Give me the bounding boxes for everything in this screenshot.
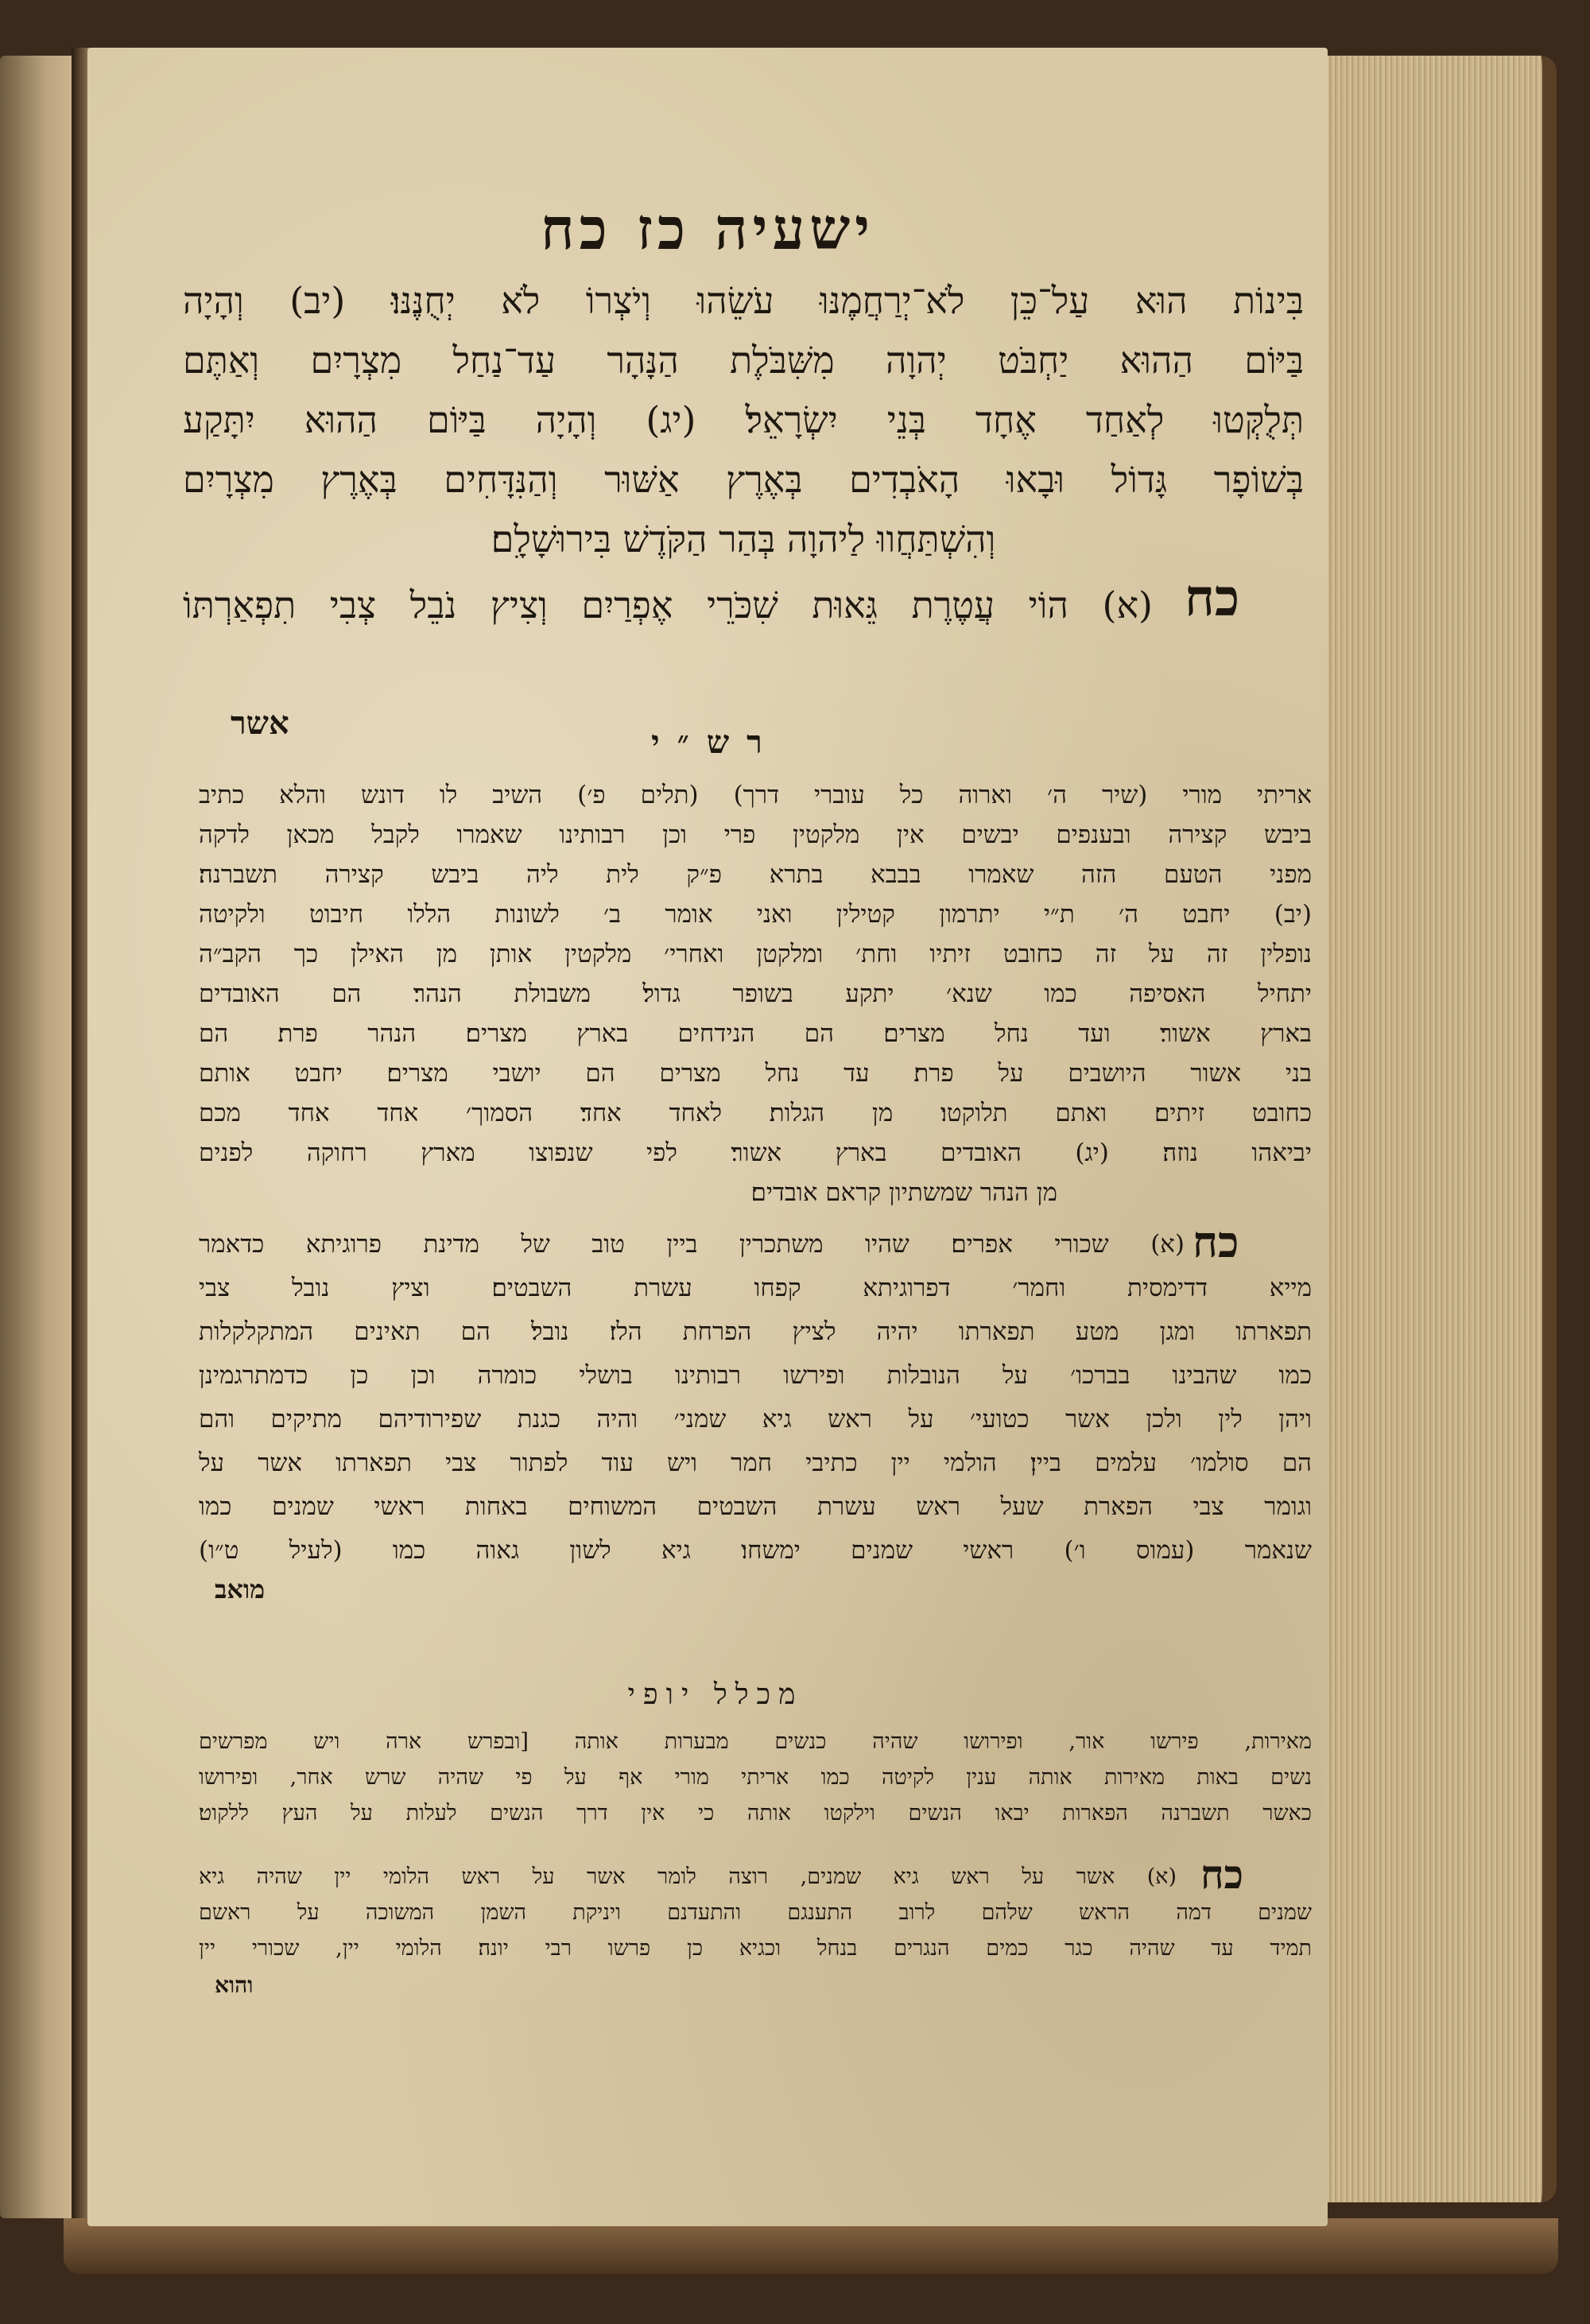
rashi-line: כמו שהבינו בברכו׳ על הנובלות ופירשו רבותינו בושלי כומרה וכן כן כדמתרגמינן — [199, 1361, 1312, 1390]
book-page — [87, 48, 1328, 2226]
rashi-line: (א) שכורי אפרים׃ שהיו משתכרין ביין טוב של מדינת פרוגיתא כדאמר — [199, 1230, 1185, 1259]
mikhlal-line: מאירות, פירשו אור, ופירושו שהיה כנשים מבערות אותה [ובפרש ארה ויש מפרשים — [199, 1729, 1312, 1754]
mikhlal-chapter-label: כח — [1200, 1851, 1244, 1898]
rashi-line: ביבש קצירה ובענפים יבשים אין מלקטין פרי וכן רבותינו שאמרו לקבל מכאן לדקה — [199, 821, 1312, 849]
rashi-line: יתחיל האסיפה כמו שנא׳ יתקע בשופר גדול׃ משבולת הנהר׃ הם האובדים — [199, 980, 1312, 1008]
rashi-heading: רש״י — [651, 724, 780, 761]
page-block-edges — [1304, 56, 1557, 2202]
mikhlal-line: תמיד עד שהיה כגר כמים הנגרים בנחל וכגיא כן פרשו רבי יונה׃ הלומי יין, שכורי יין — [199, 1936, 1312, 1961]
rashi-line: בארץ אשור׃ ועד נחל מצרים׃ הם הנידחים בארץ מצרים׃ הנהר פרת׃ הם — [199, 1019, 1312, 1048]
rashi-line: מפני הטעם הזה שאמרו בבבא בתרא פ״ק לית ליה ביבש קצירה תשברנה׃ — [199, 860, 1312, 889]
mikhlal-catchword: והוא — [215, 1972, 254, 1998]
rashi-line: נופלין זה על זה כחובט זיתיו וחת׳ ומלקטן ואחרי׳ מלקטין אותן מן האילן כך הקב״ה — [199, 940, 1312, 968]
rashi-line: (יב) יחבט ה׳ ת״י יתרמון קטילין ואני אומר ב׳ לשונות הללו חיבוט ולקיטה — [199, 900, 1312, 929]
bible-line: תְּלֻקְּטוּ לְאַחַד אֶחָד בְּנֵי יִשְׂרָאֵל׃ (יג) וְהָיָה בַּיּוֹם הַהוּא יִתָּקַע — [183, 398, 1304, 441]
running-header: ישעיה כז כח — [540, 195, 875, 262]
bible-line: בְּשׁוֹפָר גָּדוֹל וּבָאוּ הָאֹבְדִים בְּאֶרֶץ אַשּׁוּר וְהַנִּדָּחִים בְּאֶרֶץ מִצְרָיִם — [183, 458, 1304, 501]
book-cover-bottom — [64, 2218, 1558, 2274]
rashi-line: שנאמר (עמוס ו׳) ראשי שמנים ימשחו׃ גיא לשון גאוה כמו (לעיל ט״ו) — [199, 1536, 1312, 1565]
rashi-line: בני אשור היושבים על פרת׃ עד נחל מצרים הם יושבי מצרים׃ יחבט אותם — [199, 1059, 1312, 1088]
mikhlal-line: כאשר תשברנה הפארות יבאו הנשים וילקטו אותה כי אין דרך הנשים לעלות על העץ ללקוט׃ — [199, 1801, 1312, 1825]
mikhlal-heading: מכלל יופי — [627, 1678, 804, 1711]
mikhlal-line: (א) אשר על ראש גיא שמנים, רוצה לומר אשר על ראש הלומי יין שהיה גיא — [199, 1864, 1177, 1889]
rashi-chapter-label: כח — [1192, 1216, 1239, 1267]
bible-line: בַּיּוֹם הַהוּא יַחְבֹּט יְהוָה מִשִּׁבֹּלֶת הַנָּהָר עַד־נַחַל מִצְרָיִם וְאַתֶּם — [183, 339, 1304, 382]
mikhlal-line: נשים באות מאירות אותה ענין לקיטה כמו אריתי מורי אף על פי שהיה שרש אחר, ופירושו — [199, 1765, 1312, 1790]
bible-line: (א) הוֹי עֲטֶרֶת גֵּאוּת שִׁכֹּרֵי אֶפְרַיִם וְצִיץ נֹבֵל צְבִי תִפְאַרְתּוֹ — [183, 584, 1153, 627]
rashi-line: וגומר צבי הפארת שעל ראש עשרת השבטים המשוחים באחות ראשי שמנים כמו — [199, 1492, 1312, 1521]
mikhlal-line: שמנים דמה הראש שלהם לרוב התענגם והתעדנם ויניקת השמן המשוכה על ראשם — [199, 1900, 1312, 1925]
rashi-line: יביאהו נוזה׃ (יג) האובדים בארץ אשור׃ לפי שנפוצו מארץ רחוקה לפנים — [199, 1139, 1312, 1167]
bible-catchword: אשר — [231, 704, 289, 742]
rashi-line: הם סולמו׳ עלמים ביין׃ הולמי יין כתיבי חמר ויש עוד לפתור צבי תפארתו אשר על — [199, 1449, 1312, 1477]
left-page-edge — [0, 56, 76, 2218]
rashi-line: אריתי מורי (שיר ה׳ וארוה כל עוברי דרך) (תלים פ׳) השיב לו דונש והלא כתיב — [199, 781, 1312, 809]
bible-line: בִּינוֹת הוּא עַל־כֵּן לֹא־יְרַחֲמֶנּוּ עֹשֵׂהוּ וְיֹצְרוֹ לֹא יְחֻנֶּנּוּ׃ (יב) וְהָיָה — [183, 279, 1304, 322]
bible-line: וְהִשְׁתַּחֲווּ לַיהוָה בְּהַר הַקֹּדֶשׁ בִּירוּשָׁלִָם׃ — [491, 518, 996, 561]
rashi-line: מייא דדימסית וחמר׳ דפרוגיתא קפחו עשרת השבטים׃ וציץ נובל צבי — [199, 1274, 1312, 1302]
rashi-line: מן הנהר שמשתיון קראם אובדים׃ — [750, 1178, 1057, 1207]
rashi-line: ויהן לין ולכן אשר כטועי׳ על ראש גיא שמני׳ והיה כגנת שפירודיהם מתיקים והם — [199, 1405, 1312, 1434]
rashi-line: תפארתו ומגן מטע תפארתו יהיה לציץ הפרחת הלז׃ נובל׃ הם תאינים המתקלקלות — [199, 1317, 1312, 1346]
chapter-number: כח — [1185, 568, 1240, 628]
rashi-line: כחובט זיתים׃ ואתם תלוקטו׃ מן הגלות׃ לאחד אחד׃ הסמוך׳ אחד אחד מכם — [199, 1099, 1312, 1127]
rashi-catchword: מואב — [215, 1574, 266, 1604]
